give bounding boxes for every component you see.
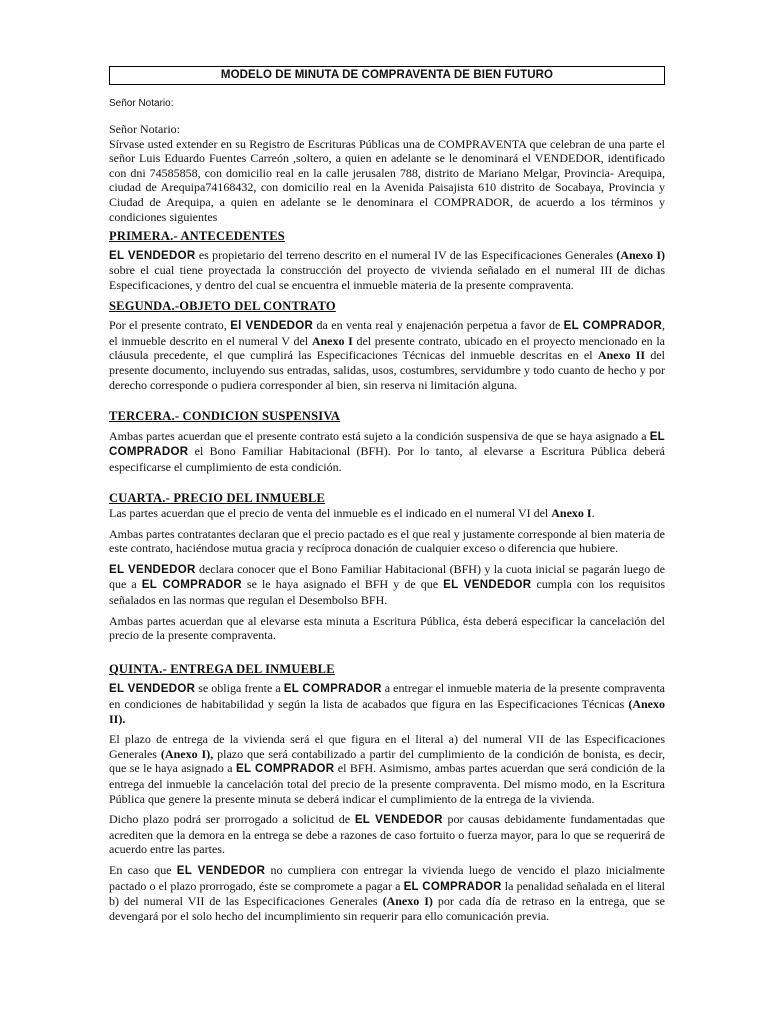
intro-body: Sírvase usted extender en su Registro de Escrituras Públicas una de COMPRAVENTA que celebran de una parte el señor Luis Eduardo Fuentes Carreón ,soltero, a quien en adelante se le denominará el VENDEDOR, identificado con dni 74585858, con domicilio real en la calle jerusalen 788, distrito de Mariano Melgar, Provincia- Arequipa, ciudad de Arequipa74168432, con domicilio real en la Avenida Paisajista 610 distrito de Socabaya, Provincia y Ciudad de Arequipa, a quien en adelante se le denominara el COMPRADOR, de acuerdo a los términos y condiciones siguientes	[109, 136, 665, 224]
segunda-paragraph: Por el presente contrato, El VENDEDOR da en venta real y enajenación perpetua a favor de EL COMPRADOR, el inmueble descrito en el numeral V del Anexo I del presente contrato, ubicado en el proyecto mencionado en la cláusula precedente, el que cumplirá las Especificaciones Técnicas del inmueble descritas en el Anexo II del presente documento, incluyendo sus entradas, salidas, usos, costumbres, servidumbre y todo cuanto de hecho y por derecho corresponde o pudiera corresponder al bien, sin reserva ni limitación alguna.	[109, 318, 666, 392]
cuarta-paragraph-3: EL VENDEDOR declara conocer que el Bono Familiar Habitacional (BFH) y la cuota inicial se pagarán luego de que a EL COMPRADOR se le haya asignado el BFH y de que EL VENDEDOR cumpla con los requisitos señalados en las normas que regulan el Desembolso BFH.	[109, 561, 665, 608]
salutation-line: Señor Notario:	[109, 98, 174, 109]
quinta-paragraph-4: En caso que EL VENDEDOR no cumpliera con entregar la vivienda luego de vencido el plazo inicialmente pactado o el plazo prorrogado, éste se compromete a pagar a EL COMPRADOR la penalidad señalada en el literal b) del numeral VII de las Especificaciones Generales (Anexo I) por cada día de retraso en la entrega, que se devengará por el solo hecho del incumplimiento sin requerir para ello comunicación previa.	[109, 862, 666, 923]
clause-heading-segunda: SEGUNDA.-OBJETO DEL CONTRATO	[109, 298, 336, 313]
quinta-paragraph-3: Dicho plazo podrá ser prorrogado a solicitud de EL VENDEDOR por causas debidamente fundamentadas que acrediten que la demora en la entrega se debe a razones de caso fortuito o fuerza mayor, para lo que se requerirá de acuerdo entre las partes.	[109, 812, 665, 857]
clause-heading-tercera: TERCERA.- CONDICION SUSPENSIVA	[109, 409, 341, 424]
primera-paragraph: EL VENDEDOR es propietario del terreno descrito en el numeral IV de las Especificaciones Generales (Anexo I) sobre el cual tiene proyectada la construcción del proyecto de vivienda señalado en el numeral III de dichas Especificaciones, y dentro del cual se encuentra el inmueble materia de la presente compraventa.	[109, 247, 665, 292]
intro-salutation: Señor Notario:	[109, 122, 180, 136]
quinta-paragraph-2: El plazo de entrega de la vivienda será el que figura en el literal a) del numeral VII de las Especificaciones Generales (Anexo I), plazo que será contabilizado a partir del cumplimiento de la condición de bonista, es decir, que se le haya asignado a EL COMPRADOR el BFH. Asimismo, ambas partes acuerdan que será condición de la entrega del inmueble la cancelación total del precio de la presente compraventa. Del mismo modo, en la Escritura Pública que genere la presente minuta se deberá indicar el cumplimiento de la entrega de la vivienda.	[109, 732, 666, 806]
document-title: MODELO DE MINUTA DE COMPRAVENTA DE BIEN FUTURO	[109, 66, 665, 85]
cuarta-paragraph-1: Las partes acuerdan que el precio de venta del inmueble es el indicado en el numeral VI del Anexo I.	[109, 506, 595, 521]
cuarta-paragraph-2: Ambas partes contratantes declaran que el precio pactado es el que real y justamente corresponde al bien materia de este contrato, haciéndose mutua gracia y recíproca donación de cualquier exceso o diferencia que hubiere.	[109, 526, 665, 556]
intro-paragraph	[109, 122, 665, 224]
document-page	[109, 66, 665, 929]
tercera-paragraph: Ambas partes acuerdan que el presente contrato está sujeto a la condición suspensiva de que se haya asignado a EL COMPRADOR el Bono Familiar Habitacional (BFH). Por lo tanto, al elevarse a Escritura Pública deberá especificarse el cumplimiento de esta condición.	[109, 428, 665, 474]
quinta-paragraph-1: EL VENDEDOR se obliga frente a EL COMPRADOR a entregar el inmueble materia de la presente compraventa en condiciones de habitabilidad y según la lista de acabados que figura en las Especificaciones Técnicas (Anexo II).	[109, 681, 666, 726]
cuarta-paragraph-4: Ambas partes acuerdan que al elevarse esta minuta a Escritura Pública, ésta deberá especificar la cancelación del precio de la presente compraventa.	[109, 613, 665, 643]
clause-heading-primera: PRIMERA.- ANTECEDENTES	[109, 229, 285, 244]
clause-heading-cuarta: CUARTA.- PRECIO DEL INMUEBLE	[109, 491, 326, 506]
clause-heading-quinta: QUINTA.- ENTREGA DEL INMUEBLE	[109, 661, 335, 676]
document-body	[109, 122, 665, 923]
